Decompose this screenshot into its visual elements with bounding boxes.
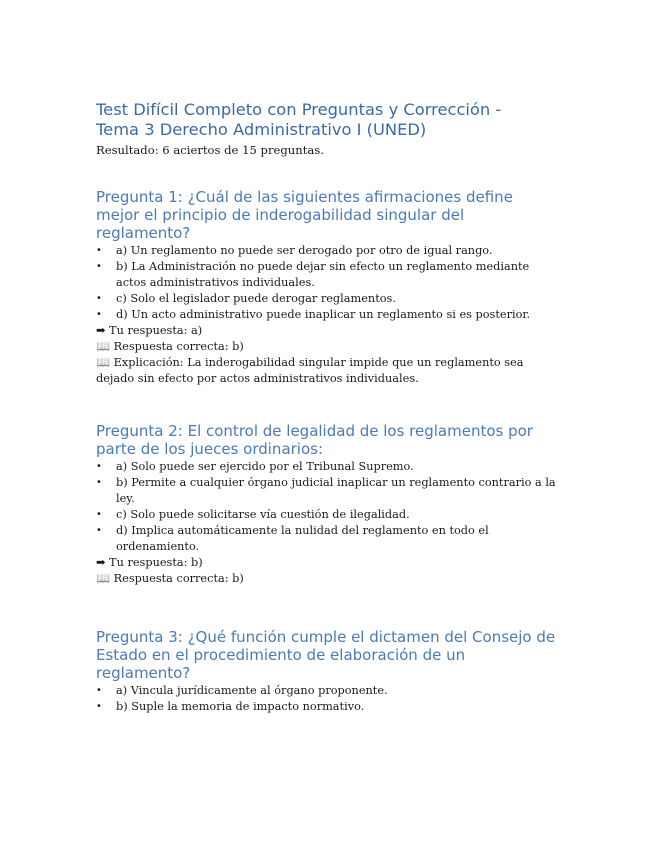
document-page [96,100,561,715]
correct-answer: 📖 Respuesta correcta: b) [96,340,244,353]
bullet-icon: • [96,509,102,520]
option-d [96,523,561,555]
option-list [96,683,561,715]
result-summary: Resultado: 6 aciertos de 15 preguntas. [96,143,324,157]
bullet-icon: • [96,293,102,304]
bullet-icon: • [96,461,102,472]
option-text: a) Un reglamento no puede ser derogado por otro de igual rango. [116,244,493,257]
option-b [96,699,561,715]
document-title [96,100,561,140]
question-title: Pregunta 2: El control de legalidad de los reglamentos por parte de los jueces ordinarios: [96,422,533,458]
question-title: Pregunta 3: ¿Qué función cumple el dictamen del Consejo de Estado en el procedimiento de elaboración de un reglamento? [96,628,556,682]
option-text: c) Solo el legislador puede derogar reglamentos. [116,292,396,305]
option-b [96,475,561,507]
option-b [96,259,561,291]
question-3 [96,628,561,715]
option-text: d) Un acto administrativo puede inaplicar un reglamento si es posterior. [116,308,531,321]
question-1 [96,188,561,387]
option-a [96,243,561,259]
option-c [96,291,561,307]
bullet-icon: • [96,245,102,256]
your-answer: ➡ Tu respuesta: b) [96,556,203,569]
option-a [96,459,561,475]
bullet-icon: • [96,309,102,320]
option-a [96,683,561,699]
option-text: d) Implica automáticamente la nulidad del reglamento en todo el ordenamiento. [116,524,489,553]
option-text: b) La Administración no puede dejar sin efecto un reglamento mediante actos administrativos individuales. [116,260,530,289]
question-title: Pregunta 1: ¿Cuál de las siguientes afirmaciones define mejor el principio de inderogabilidad singular del reglamento? [96,188,513,242]
your-answer: ➡ Tu respuesta: a) [96,324,203,337]
correct-answer: 📖 Respuesta correcta: b) [96,572,244,585]
document-title-line2: Tema 3 Derecho Administrativo I (UNED) [96,120,427,139]
bullet-icon: • [96,525,102,536]
option-text: b) Suple la memoria de impacto normativo. [116,700,365,713]
bullet-icon: • [96,477,102,488]
option-c [96,507,561,523]
bullet-icon: • [96,685,102,696]
explanation: 📖 Explicación: La inderogabilidad singular impide que un reglamento sea dejado sin efecto por actos administrativos individuales. [96,356,524,385]
option-d [96,307,561,323]
option-text: c) Solo puede solicitarse vía cuestión de ilegalidad. [116,508,410,521]
document-title-line1: Test Difícil Completo con Preguntas y Corrección - [96,100,502,119]
option-list [96,459,561,555]
option-text: a) Solo puede ser ejercido por el Tribunal Supremo. [116,460,414,473]
question-2 [96,422,561,587]
option-text: a) Vincula jurídicamente al órgano proponente. [116,684,388,697]
option-text: b) Permite a cualquier órgano judicial inaplicar un reglamento contrario a la ley. [116,476,556,505]
bullet-icon: • [96,701,102,712]
option-list [96,243,561,323]
bullet-icon: • [96,261,102,272]
